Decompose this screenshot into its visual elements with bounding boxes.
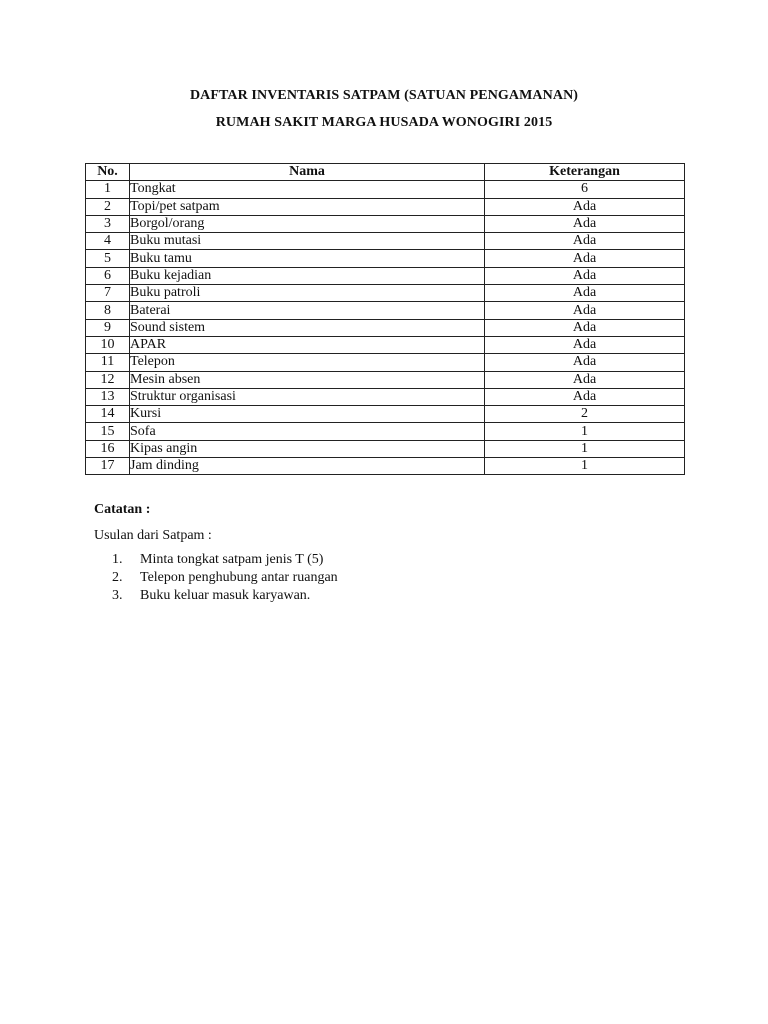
note-item-number: 3. xyxy=(112,588,123,603)
cell-keterangan: Ada xyxy=(485,371,685,388)
cell-no: 4 xyxy=(86,233,130,250)
note-item-text: Minta tongkat satpam jenis T (5) xyxy=(140,552,324,567)
cell-keterangan: 1 xyxy=(485,458,685,475)
table-row xyxy=(86,440,685,457)
cell-nama: Mesin absen xyxy=(130,371,485,388)
cell-nama: Telepon xyxy=(130,354,485,371)
note-item-text: Telepon penghubung antar ruangan xyxy=(140,570,338,585)
table-row xyxy=(86,302,685,319)
cell-keterangan: 1 xyxy=(485,423,685,440)
note-item-text: Buku keluar masuk karyawan. xyxy=(140,588,311,603)
note-item-number: 1. xyxy=(112,552,123,567)
table-row xyxy=(86,319,685,336)
cell-nama: Kipas angin xyxy=(130,440,485,457)
cell-keterangan: Ada xyxy=(485,250,685,267)
cell-keterangan: 1 xyxy=(485,440,685,457)
header-no: No. xyxy=(86,164,130,181)
table-row xyxy=(86,388,685,405)
cell-no: 15 xyxy=(86,423,130,440)
table-row xyxy=(86,285,685,302)
cell-keterangan: 6 xyxy=(485,181,685,198)
cell-nama: Topi/pet satpam xyxy=(130,198,485,215)
cell-keterangan: Ada xyxy=(485,354,685,371)
cell-keterangan: Ada xyxy=(485,302,685,319)
cell-no: 13 xyxy=(86,388,130,405)
document-subtitle: RUMAH SAKIT MARGA HUSADA WONOGIRI 2015 xyxy=(215,115,553,130)
cell-keterangan: Ada xyxy=(485,233,685,250)
header-keterangan: Keterangan xyxy=(485,164,685,181)
cell-nama: Borgol/orang xyxy=(130,215,485,232)
table-body xyxy=(86,181,685,475)
cell-keterangan: 2 xyxy=(485,406,685,423)
cell-no: 12 xyxy=(86,371,130,388)
cell-no: 5 xyxy=(86,250,130,267)
cell-no: 3 xyxy=(86,215,130,232)
header-nama: Nama xyxy=(130,164,485,181)
notes-heading: Catatan : xyxy=(94,502,151,517)
cell-no: 6 xyxy=(86,267,130,284)
cell-keterangan: Ada xyxy=(485,215,685,232)
note-item xyxy=(112,587,338,605)
table-row xyxy=(86,336,685,353)
table-row xyxy=(86,250,685,267)
cell-nama: Sofa xyxy=(130,423,485,440)
table-row xyxy=(86,181,685,198)
notes-list xyxy=(112,551,338,605)
cell-no: 8 xyxy=(86,302,130,319)
note-item xyxy=(112,551,338,569)
notes-intro: Usulan dari Satpam : xyxy=(94,528,212,543)
table-row xyxy=(86,354,685,371)
cell-nama: Baterai xyxy=(130,302,485,319)
cell-nama: Buku kejadian xyxy=(130,267,485,284)
cell-keterangan: Ada xyxy=(485,267,685,284)
note-item xyxy=(112,569,338,587)
cell-no: 1 xyxy=(86,181,130,198)
cell-nama: Jam dinding xyxy=(130,458,485,475)
cell-no: 2 xyxy=(86,198,130,215)
cell-keterangan: Ada xyxy=(485,388,685,405)
table-header-row xyxy=(86,164,685,181)
cell-no: 7 xyxy=(86,285,130,302)
cell-nama: Struktur organisasi xyxy=(130,388,485,405)
table-row xyxy=(86,198,685,215)
cell-nama: APAR xyxy=(130,336,485,353)
cell-keterangan: Ada xyxy=(485,285,685,302)
cell-no: 16 xyxy=(86,440,130,457)
document-title: DAFTAR INVENTARIS SATPAM (SATUAN PENGAMANAN) xyxy=(189,88,579,103)
cell-nama: Tongkat xyxy=(130,181,485,198)
cell-no: 9 xyxy=(86,319,130,336)
cell-no: 14 xyxy=(86,406,130,423)
cell-nama: Buku patroli xyxy=(130,285,485,302)
table-row xyxy=(86,406,685,423)
table-row xyxy=(86,458,685,475)
cell-nama: Sound sistem xyxy=(130,319,485,336)
cell-keterangan: Ada xyxy=(485,319,685,336)
cell-keterangan: Ada xyxy=(485,198,685,215)
cell-no: 10 xyxy=(86,336,130,353)
cell-keterangan: Ada xyxy=(485,336,685,353)
cell-nama: Buku tamu xyxy=(130,250,485,267)
table-row xyxy=(86,267,685,284)
cell-nama: Buku mutasi xyxy=(130,233,485,250)
note-item-number: 2. xyxy=(112,570,123,585)
inventory-table xyxy=(85,163,685,475)
table-row xyxy=(86,423,685,440)
cell-no: 17 xyxy=(86,458,130,475)
cell-no: 11 xyxy=(86,354,130,371)
table-row xyxy=(86,371,685,388)
cell-nama: Kursi xyxy=(130,406,485,423)
table-row xyxy=(86,233,685,250)
table-row xyxy=(86,215,685,232)
